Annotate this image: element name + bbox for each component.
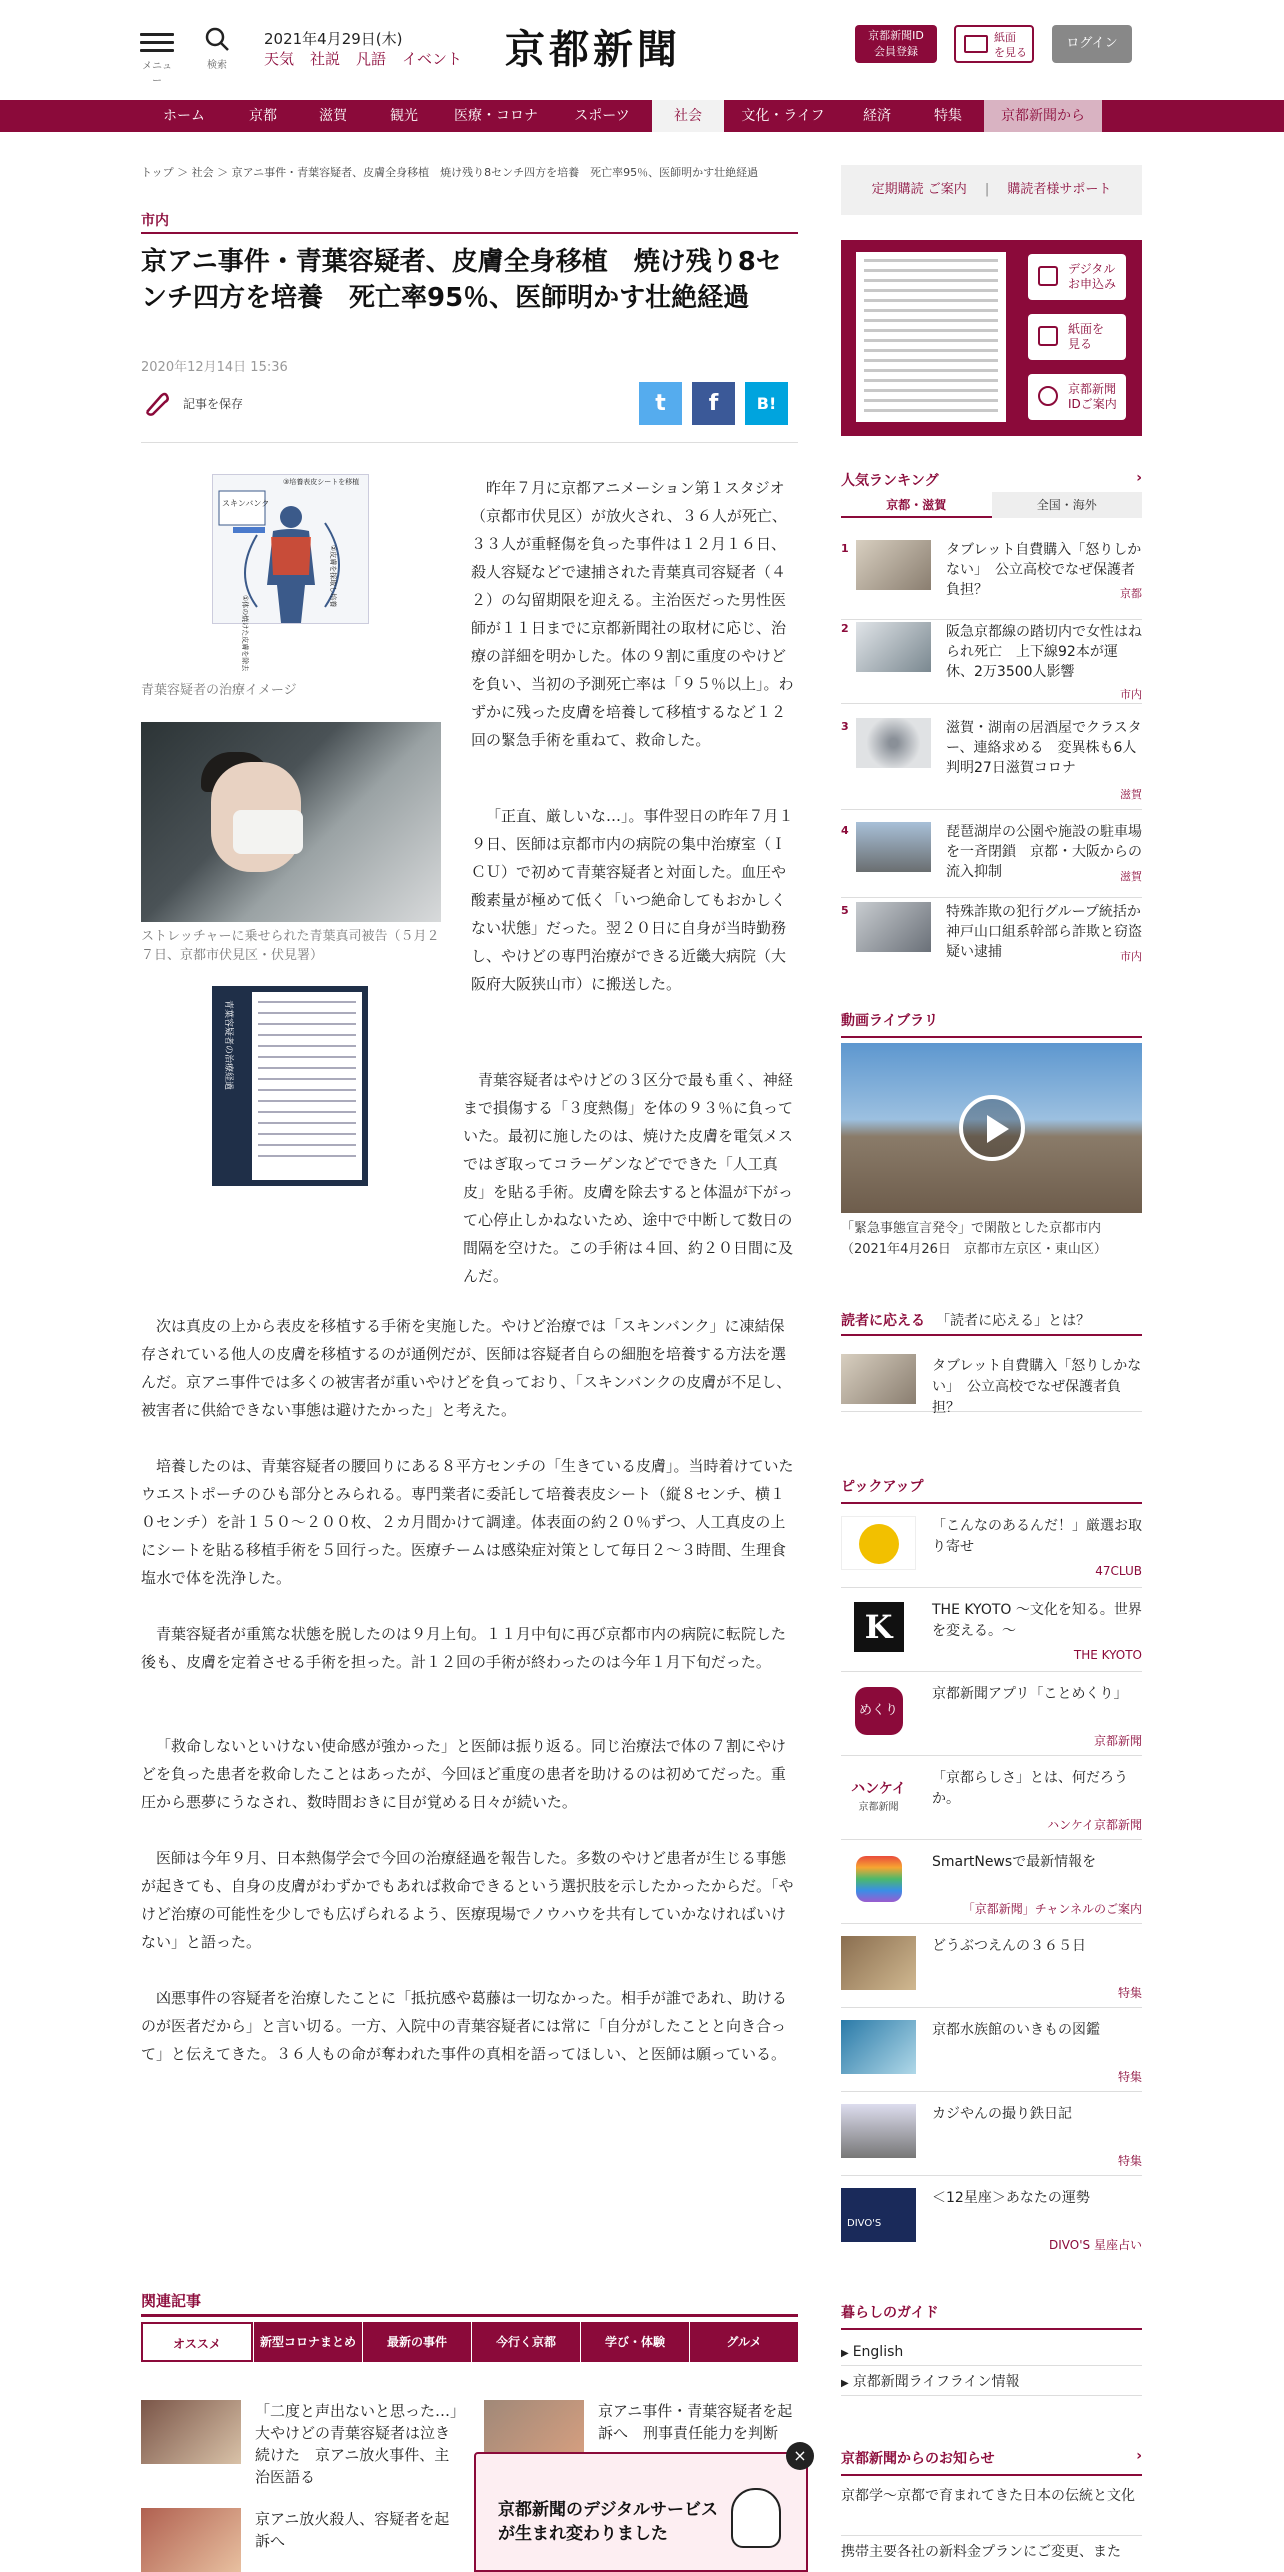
tab-gourmet[interactable]: グルメ xyxy=(689,2322,798,2362)
nav-culture[interactable]: 文化・ライフ xyxy=(741,108,825,124)
reader-title: 読者に応える xyxy=(841,1313,925,1329)
pickup-item[interactable]: K THE KYOTO ～文化を知る。世界を変える。～ THE KYOTO xyxy=(841,1588,1142,1672)
save-article-button[interactable] xyxy=(141,388,243,418)
pickup-item[interactable]: めくり 京都新聞アプリ「ことめくり」 京都新聞 xyxy=(841,1672,1142,1756)
smartnews-icon xyxy=(856,1856,902,1902)
ranking-item[interactable]: 2 阪急京都線の踏切内で女性はねられ死亡 上下線92本が運休、2万3500人影響 市内 xyxy=(841,620,1142,704)
notice-item[interactable]: 京都学～京都で育まれてきた日本の伝統と文化 xyxy=(841,2484,1142,2536)
nav-from-kyoto[interactable]: 京都新聞から xyxy=(984,100,1102,132)
search-label: 検索 xyxy=(207,60,227,71)
article-paragraph-6: 青葉容疑者が重篤な状態を脱したのは９月上旬。１１月中旬に再び京都市内の病院に転院した後も、皮膚を定着させる手術を担った。計１２回の手術が終わったのは今年１月下旬だった。 xyxy=(141,1625,787,1671)
skin-bank-label: スキンバンク xyxy=(222,499,270,508)
guide-link-english[interactable]: ▶ English xyxy=(841,2338,1142,2366)
digital-service-promo[interactable] xyxy=(474,2446,808,2572)
paperclip-icon xyxy=(141,388,171,418)
article-paragraph-9: 凶悪事件の容疑者を治療したことに「抵抗感や葛藤は一切なかった。相手が誰であれ、助けるのが医者だから」と言い切る。一方、入院中の青葉容疑者には常に「自分がしたことと向き合って」と伝えてきた。３６人もの命が奪われた事件の真相を語ってほしい、と医師は願っている。 xyxy=(141,1989,787,2063)
reader-item[interactable]: タブレット自費購入「怒りしかない」 公立高校でなぜ保護者負担？ xyxy=(841,1340,1142,1412)
login-button[interactable]: ログイン xyxy=(1052,25,1132,63)
guide-title: 暮らしのガイド xyxy=(841,2305,939,2321)
pickup-thumbnail xyxy=(841,1936,916,1990)
related-item[interactable]: 京アニ事件・青葉容疑者を起訴へ 刑事責任能力を判断 xyxy=(484,2400,798,2464)
47club-icon xyxy=(859,1524,899,1564)
promo-text: 京都新聞のデジタルサービスが生まれ変わりました xyxy=(498,2500,718,2544)
nav-medical[interactable]: 医療・コロナ xyxy=(454,108,538,124)
related-thumbnail xyxy=(141,2508,241,2572)
suspect-photo[interactable] xyxy=(141,722,441,922)
related-item[interactable]: 「二度と声出ないと思った…」大やけどの青葉容疑者は泣き続けた 京アニ放火事件、主治医語る xyxy=(141,2400,461,2488)
related-item[interactable]: 京アニ放火殺人、容疑者を起訴へ xyxy=(141,2508,461,2572)
ranking-thumbnail xyxy=(856,822,931,872)
link-weather[interactable]: 天気 xyxy=(264,50,295,68)
hamburger-icon xyxy=(140,33,174,36)
side-note-label: ①体の焼けた皮膚を除去 xyxy=(241,595,249,672)
article-title: 京アニ事件・青葉容疑者、皮膚全身移植 焼け残り8センチ四方を培養 死亡率95％、医師明かす壮絶経過 xyxy=(141,247,782,313)
related-tabs xyxy=(141,2322,798,2362)
ranking-thumbnail xyxy=(856,540,931,590)
nav-sports[interactable]: スポーツ xyxy=(574,108,630,124)
pickup-thumbnail xyxy=(841,1516,916,1570)
pickup-title: ピックアップ xyxy=(841,1479,924,1495)
tab-recommended[interactable]: オススメ xyxy=(141,2322,253,2362)
pickup-item[interactable]: 「こんなのあるんだ！」厳選お取り寄せ 47CLUB xyxy=(841,1504,1142,1588)
reader-thumbnail xyxy=(841,1354,916,1404)
triangle-right-icon: ▶ xyxy=(841,2378,849,2389)
info-icon xyxy=(1038,386,1058,406)
chevron-right-icon[interactable]: › xyxy=(1136,470,1142,486)
tab-learning[interactable]: 学び・体験 xyxy=(580,2322,689,2362)
tab-incidents[interactable]: 最新の事件 xyxy=(362,2322,471,2362)
id-register-button[interactable]: 京都新聞ID 会員登録 xyxy=(855,25,937,63)
graft-note-label: ②皮膚を採取し培養 xyxy=(329,545,337,608)
triangle-right-icon: ▶ xyxy=(841,2348,849,2359)
nav-kanko[interactable]: 観光 xyxy=(390,108,418,124)
article-paragraph-7: 「救命しないといけない使命感が強かった」と医師は振り返る。同じ治療法で体の７割にやけどを負った患者を救命したことはあったが、今回ほど重度の患者を助けるのは初めてだった。重圧から悪夢にうなされ、数時間おきに目が覚める日々が続いた。 xyxy=(141,1737,787,1811)
notice-item[interactable]: 携帯主要各社の新料金プランにご変更、また xyxy=(841,2544,1121,2560)
ranking-thumbnail xyxy=(856,902,931,952)
body-silhouette-graphic xyxy=(213,475,370,672)
article-divider xyxy=(141,442,798,443)
nav-economy[interactable]: 経済 xyxy=(863,108,891,124)
play-icon[interactable] xyxy=(959,1095,1025,1161)
mascot-icon xyxy=(731,2488,781,2548)
search-icon xyxy=(204,26,230,52)
hatena-share-button[interactable]: B! xyxy=(745,382,788,425)
ranking-thumbnail xyxy=(856,622,931,672)
id-info-button[interactable]: 京都新聞 IDご案内 xyxy=(1028,374,1126,420)
pickup-thumbnail xyxy=(841,2104,916,2158)
divos-logo: DIVO'S xyxy=(847,2218,882,2229)
related-title: 関連記事 xyxy=(141,2292,202,2310)
newspaper-thumbnail[interactable] xyxy=(856,252,1006,422)
figure-caption-2: ストレッチャーに乗せられた青葉真司被告（５月２７日、京都市伏見区・伏見署） xyxy=(141,929,440,963)
monitor-icon xyxy=(1038,266,1058,286)
site-logo[interactable]: 京都新聞 xyxy=(505,26,681,73)
pickup-item[interactable]: どうぶつえんの３６５日 特集 xyxy=(841,1924,1142,2008)
ranking-title: 人気ランキング xyxy=(841,473,939,489)
digital-apply-button[interactable]: デジタル お申込み xyxy=(1028,254,1126,300)
section-divider xyxy=(141,232,798,234)
treatment-diagram-image[interactable] xyxy=(212,474,369,672)
pickup-thumbnail xyxy=(841,2020,916,2074)
view-paper-button-side[interactable]: 紙面を 見る xyxy=(1028,314,1126,360)
twitter-share-button[interactable]: t xyxy=(639,382,682,425)
ranking-item[interactable]: 3 滋賀・湖南の居酒屋でクラスター、連絡求める 変異株も6人判明27日滋賀コロナ 滋賀 xyxy=(841,718,1142,810)
menu-label: メニュー xyxy=(142,61,172,87)
section-label[interactable]: 市内 xyxy=(141,213,169,229)
ranking-item[interactable]: 5 特殊詐欺の犯行グループ統括か 神戸山口組系幹部ら詐欺と窃盗疑い逮捕 市内 xyxy=(841,904,1155,963)
pickup-thumbnail xyxy=(841,1684,916,1738)
site-header xyxy=(0,0,1284,100)
nav-society[interactable]: 社会 xyxy=(652,100,724,132)
paper-box xyxy=(841,240,1142,436)
ranking-tabs xyxy=(841,492,1142,518)
tab-national[interactable]: 全国・海外 xyxy=(992,492,1143,518)
notice-title: 京都新聞からのお知らせ xyxy=(841,2451,995,2467)
article-paragraph-2: 「正直、厳しいな…」。事件翌日の昨年７月１９日、医師は京都市内の病院の集中治療室（ＩＣＵ）で初めて青葉容疑者と対面した。血圧や酸素量が極めて低く「いつ絶命してもおかしくない状態」だった。翌２０日に自身が当時勤務し、やけどの専門治療ができる近畿大病院（大阪府大阪狭山市）に搬送した。 xyxy=(471,807,794,993)
timeline-title: 青葉容疑者の治療経過 xyxy=(223,1000,233,1091)
quick-links xyxy=(264,48,478,69)
menu-button[interactable] xyxy=(140,28,174,87)
guide-link-lifeline[interactable]: ▶ 京都新聞ライフライン情報 xyxy=(841,2368,1142,2396)
article-paragraph-4: 次は真皮の上から表皮を移植する手術を実施した。やけど治療では「スキンバンク」に凍結保存されている他人の皮膚を移植するのが通例だが、医師は容疑者自らの細胞を培養する方法を選んだ。京アニ事件では多くの被害者が重いやけどを負っており、「スキンバンクの皮膚が不足し、被害者に供給できない事態は避けたかった」と考えた。 xyxy=(141,1317,792,1419)
pickup-item[interactable]: ハンケイ 京都新聞 「京都らしさ」とは、何だろうか。 ハンケイ京都新聞 xyxy=(841,1756,1142,1840)
monitor-icon xyxy=(964,35,988,53)
related-thumbnail xyxy=(141,2400,241,2464)
article-paragraph-8: 医師は今年９月、日本熱傷学会で今回の治療経過を報告した。多数のやけど患者が生じる事態が起きても、自身の皮膚がわずかでもあれば救命できるという選択肢を示したかったからだ。「やけど治療の可能性を少しでも広げられるよう、医療現場でノウハウを共有していかなければいけない」と語った。 xyxy=(141,1849,794,1951)
search-button[interactable] xyxy=(200,26,234,71)
breadcrumb[interactable]: トップ ＞ 社会 ＞ 京アニ事件・青葉容疑者、皮膚全身移植 焼け残り8センチ四方を培養 死亡率95％、医師明かす壮絶経過 xyxy=(141,166,759,179)
support-link[interactable]: 購読者様サポート xyxy=(1007,182,1112,197)
article-paragraph-1: 昨年７月に京都アニメーション第１スタジオ（京都市伏見区）が放火され、３６人が死亡、３３人が重軽傷を負った事件は１２月１６日、殺人容疑などで逮捕された青葉真司容疑者（４２）の勾留期限を迎える。主治医だった男性医師が１１日までに京都新聞社の取材に応じ、治療の詳細を明かした。体の９割に重度のやけどを負い、当初の予測死亡率は「９５％以上」。わずかに残った皮膚を培養して移植するなど１２回の緊急手術を重ねて、救命した。 xyxy=(471,479,794,749)
tab-covid[interactable]: 新型コロナまとめ xyxy=(253,2322,362,2362)
pickup-item[interactable]: SmartNewsで最新情報を 「京都新聞」チャンネルのご案内 xyxy=(841,1840,1142,1924)
main-nav xyxy=(0,100,1284,132)
pickup-item[interactable]: DIVO'S ＜12星座＞あなたの運勢 DIVO'S 星座占い xyxy=(841,2176,1142,2260)
cultured-sheet-label: ③培養表皮シートを移植 xyxy=(283,478,360,486)
subscribe-link[interactable]: 定期購読 ご案内 xyxy=(871,182,967,197)
share-buttons xyxy=(639,382,788,425)
nav-shiga[interactable]: 滋賀 xyxy=(319,108,347,124)
nav-feature[interactable]: 特集 xyxy=(934,108,962,124)
facebook-share-button[interactable]: f xyxy=(692,382,735,425)
pickup-thumbnail xyxy=(841,1600,916,1654)
subscription-box: 定期購読 ご案内 | 購読者様サポート xyxy=(841,165,1142,215)
pickup-item[interactable]: カジやんの撮り鉄日記 特集 xyxy=(841,2092,1142,2176)
video-caption: 「緊急事態宣言発令」で閑散とした京都市内（2021年4月26日 京都市左京区・東山区） xyxy=(841,1221,1107,1257)
pickup-thumbnail: ハンケイ 京都新聞 xyxy=(841,1768,916,1822)
newspaper-icon xyxy=(1038,326,1058,346)
ranking-thumbnail xyxy=(856,718,931,768)
publish-date: 2020年12月14日 15:36 xyxy=(141,360,288,375)
reader-question-link[interactable]: 「読者に応える」とは？ xyxy=(936,1313,1091,1329)
close-icon[interactable]: × xyxy=(786,2442,814,2470)
hanke-logo: ハンケイ xyxy=(851,1781,906,1797)
video-player[interactable] xyxy=(841,1043,1142,1213)
pickup-thumbnail xyxy=(841,2188,916,2242)
link-bongo[interactable]: 凡語 xyxy=(356,50,387,68)
chevron-right-icon[interactable]: › xyxy=(1136,2448,1142,2464)
article-paragraph-3: 青葉容疑者はやけどの３区分で最も重く、神経まで損傷する「３度熱傷」を体の９３％に負っていた。最初に施したのは、焼けた皮膚を電気メスではぎ取ってコラーゲンなどでできた「人工真皮」を貼る手術。皮膚を除去すると体温が下がって心停止しかねないため、途中で中断して数日の間隔を空けた。この手術は４回、約２０日間に及んだ。 xyxy=(463,1071,794,1285)
link-event[interactable]: イベント xyxy=(402,50,463,68)
header-date: 2021年4月29日(木) xyxy=(264,30,403,48)
the-kyoto-logo: K xyxy=(854,1602,904,1652)
save-label: 記事を保存 xyxy=(183,396,244,411)
tab-kyoto-shiga[interactable]: 京都・滋賀 xyxy=(841,492,992,518)
nav-kyoto[interactable]: 京都 xyxy=(249,108,277,124)
ranking-item[interactable]: 1 タブレット自費購入「怒りしかない」 公立高校でなぜ保護者負担？ 京都 xyxy=(841,540,1142,620)
pickup-item[interactable]: 京都水族館のいきもの図鑑 特集 xyxy=(841,2008,1142,2092)
video-library-title: 動画ライブラリ xyxy=(841,1013,939,1029)
tab-visit-kyoto[interactable]: 今行く京都 xyxy=(471,2322,580,2362)
link-editorial[interactable]: 社説 xyxy=(310,50,341,68)
article-paragraph-5: 培養したのは、青葉容疑者の腰回りにある８平方センチの「生きている皮膚」。当時着けていたウエストポーチのひも部分とみられる。専門業者に委託して培養表皮シート（縦８センチ、横１０センチ）を計１５０～２００枚、２カ月間かけて調達。体表面の約２０％ずつ、人工真皮の上にシートを貼る移植手術を５回行った。医療チームは感染症対策として毎日２～３時間、生理食塩水で体を洗浄した。 xyxy=(141,1457,794,1587)
ranking-item[interactable]: 4 琵琶湖岸の公園や施設の駐車場を一斉閉鎖 京都・大阪からの流入抑制 滋賀 xyxy=(841,822,1142,898)
pickup-thumbnail xyxy=(841,1852,916,1906)
figure-caption-1: 青葉容疑者の治療イメージ xyxy=(141,683,297,698)
view-paper-button[interactable]: 紙面 を見る xyxy=(954,25,1034,63)
kotomekuri-app-icon: めくり xyxy=(855,1687,903,1735)
nav-home[interactable]: ホーム xyxy=(163,108,205,124)
